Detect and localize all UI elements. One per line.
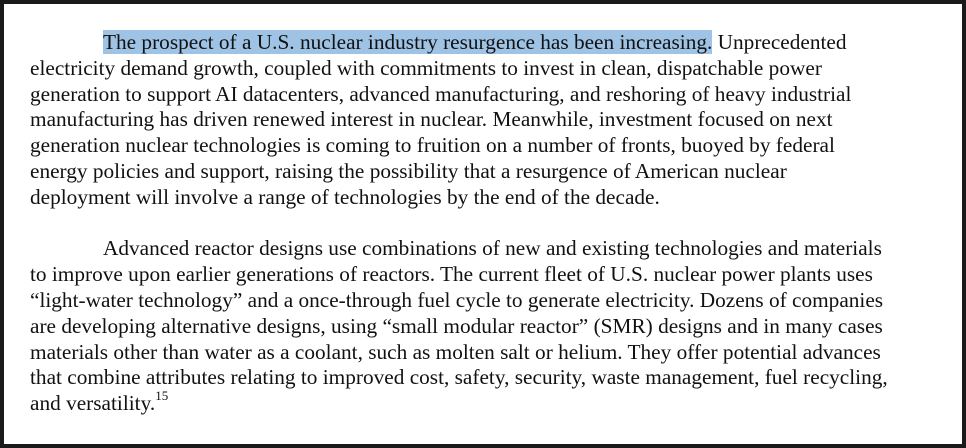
paragraph-1-line-4[interactable]: manufacturing has driven renewed interest in nuclear. Meanwhile, investment focused on next bbox=[30, 107, 833, 132]
paragraph-1-line-3[interactable]: generation to support AI datacenters, advanced manufacturing, and reshoring of heavy industrial bbox=[30, 81, 852, 106]
paragraph-1-line-7[interactable]: deployment will involve a range of technologies by the end of the decade. bbox=[30, 184, 660, 209]
paragraph-1-line-2[interactable]: electricity demand growth, coupled with commitments to invest in clean, dispatchable power bbox=[30, 55, 822, 80]
paragraph-1 bbox=[30, 30, 942, 211]
paragraph-2-line-6[interactable]: that combine attributes relating to improved cost, safety, security, waste management, fuel recycling, bbox=[30, 365, 888, 390]
paragraph-1-line-5[interactable]: generation nuclear technologies is coming to fruition on a number of fronts, buoyed by federal bbox=[30, 133, 835, 158]
paragraph-2-line-7 bbox=[30, 388, 942, 417]
paragraph-2 bbox=[30, 236, 942, 417]
paragraph-2-line-5[interactable]: materials other than water as a coolant, such as molten salt or helium. They offer potential advances bbox=[30, 339, 881, 364]
highlighted-sentence[interactable]: The prospect of a U.S. nuclear industry resurgence has been increasing. bbox=[103, 30, 713, 54]
paragraph-2-line-4[interactable]: are developing alternative designs, using “small modular reactor” (SMR) designs and in many cases bbox=[30, 313, 883, 338]
paragraph-1-line-1-rest[interactable]: Unprecedented bbox=[712, 30, 847, 54]
paragraph-1-line-6[interactable]: energy policies and support, raising the possibility that a resurgence of American nuclear bbox=[30, 158, 787, 183]
paragraph-2-line-3[interactable]: “light-water technology” and a once-through fuel cycle to generate electricity. Dozens of companies bbox=[30, 287, 884, 312]
paragraph-2-line-7-text[interactable]: and versatility. bbox=[30, 391, 156, 416]
paragraph-1-line-1 bbox=[30, 30, 942, 56]
paragraph-gap bbox=[30, 211, 942, 237]
paragraph-2-line-2[interactable]: to improve upon earlier generations of reactors. The current fleet of U.S. nuclear power plants uses bbox=[30, 262, 873, 287]
footnote-marker[interactable]: 15 bbox=[155, 388, 169, 404]
document-body bbox=[30, 30, 942, 417]
paragraph-2-line-1[interactable]: Advanced reactor designs use combinations of new and existing technologies and materials bbox=[103, 236, 882, 261]
